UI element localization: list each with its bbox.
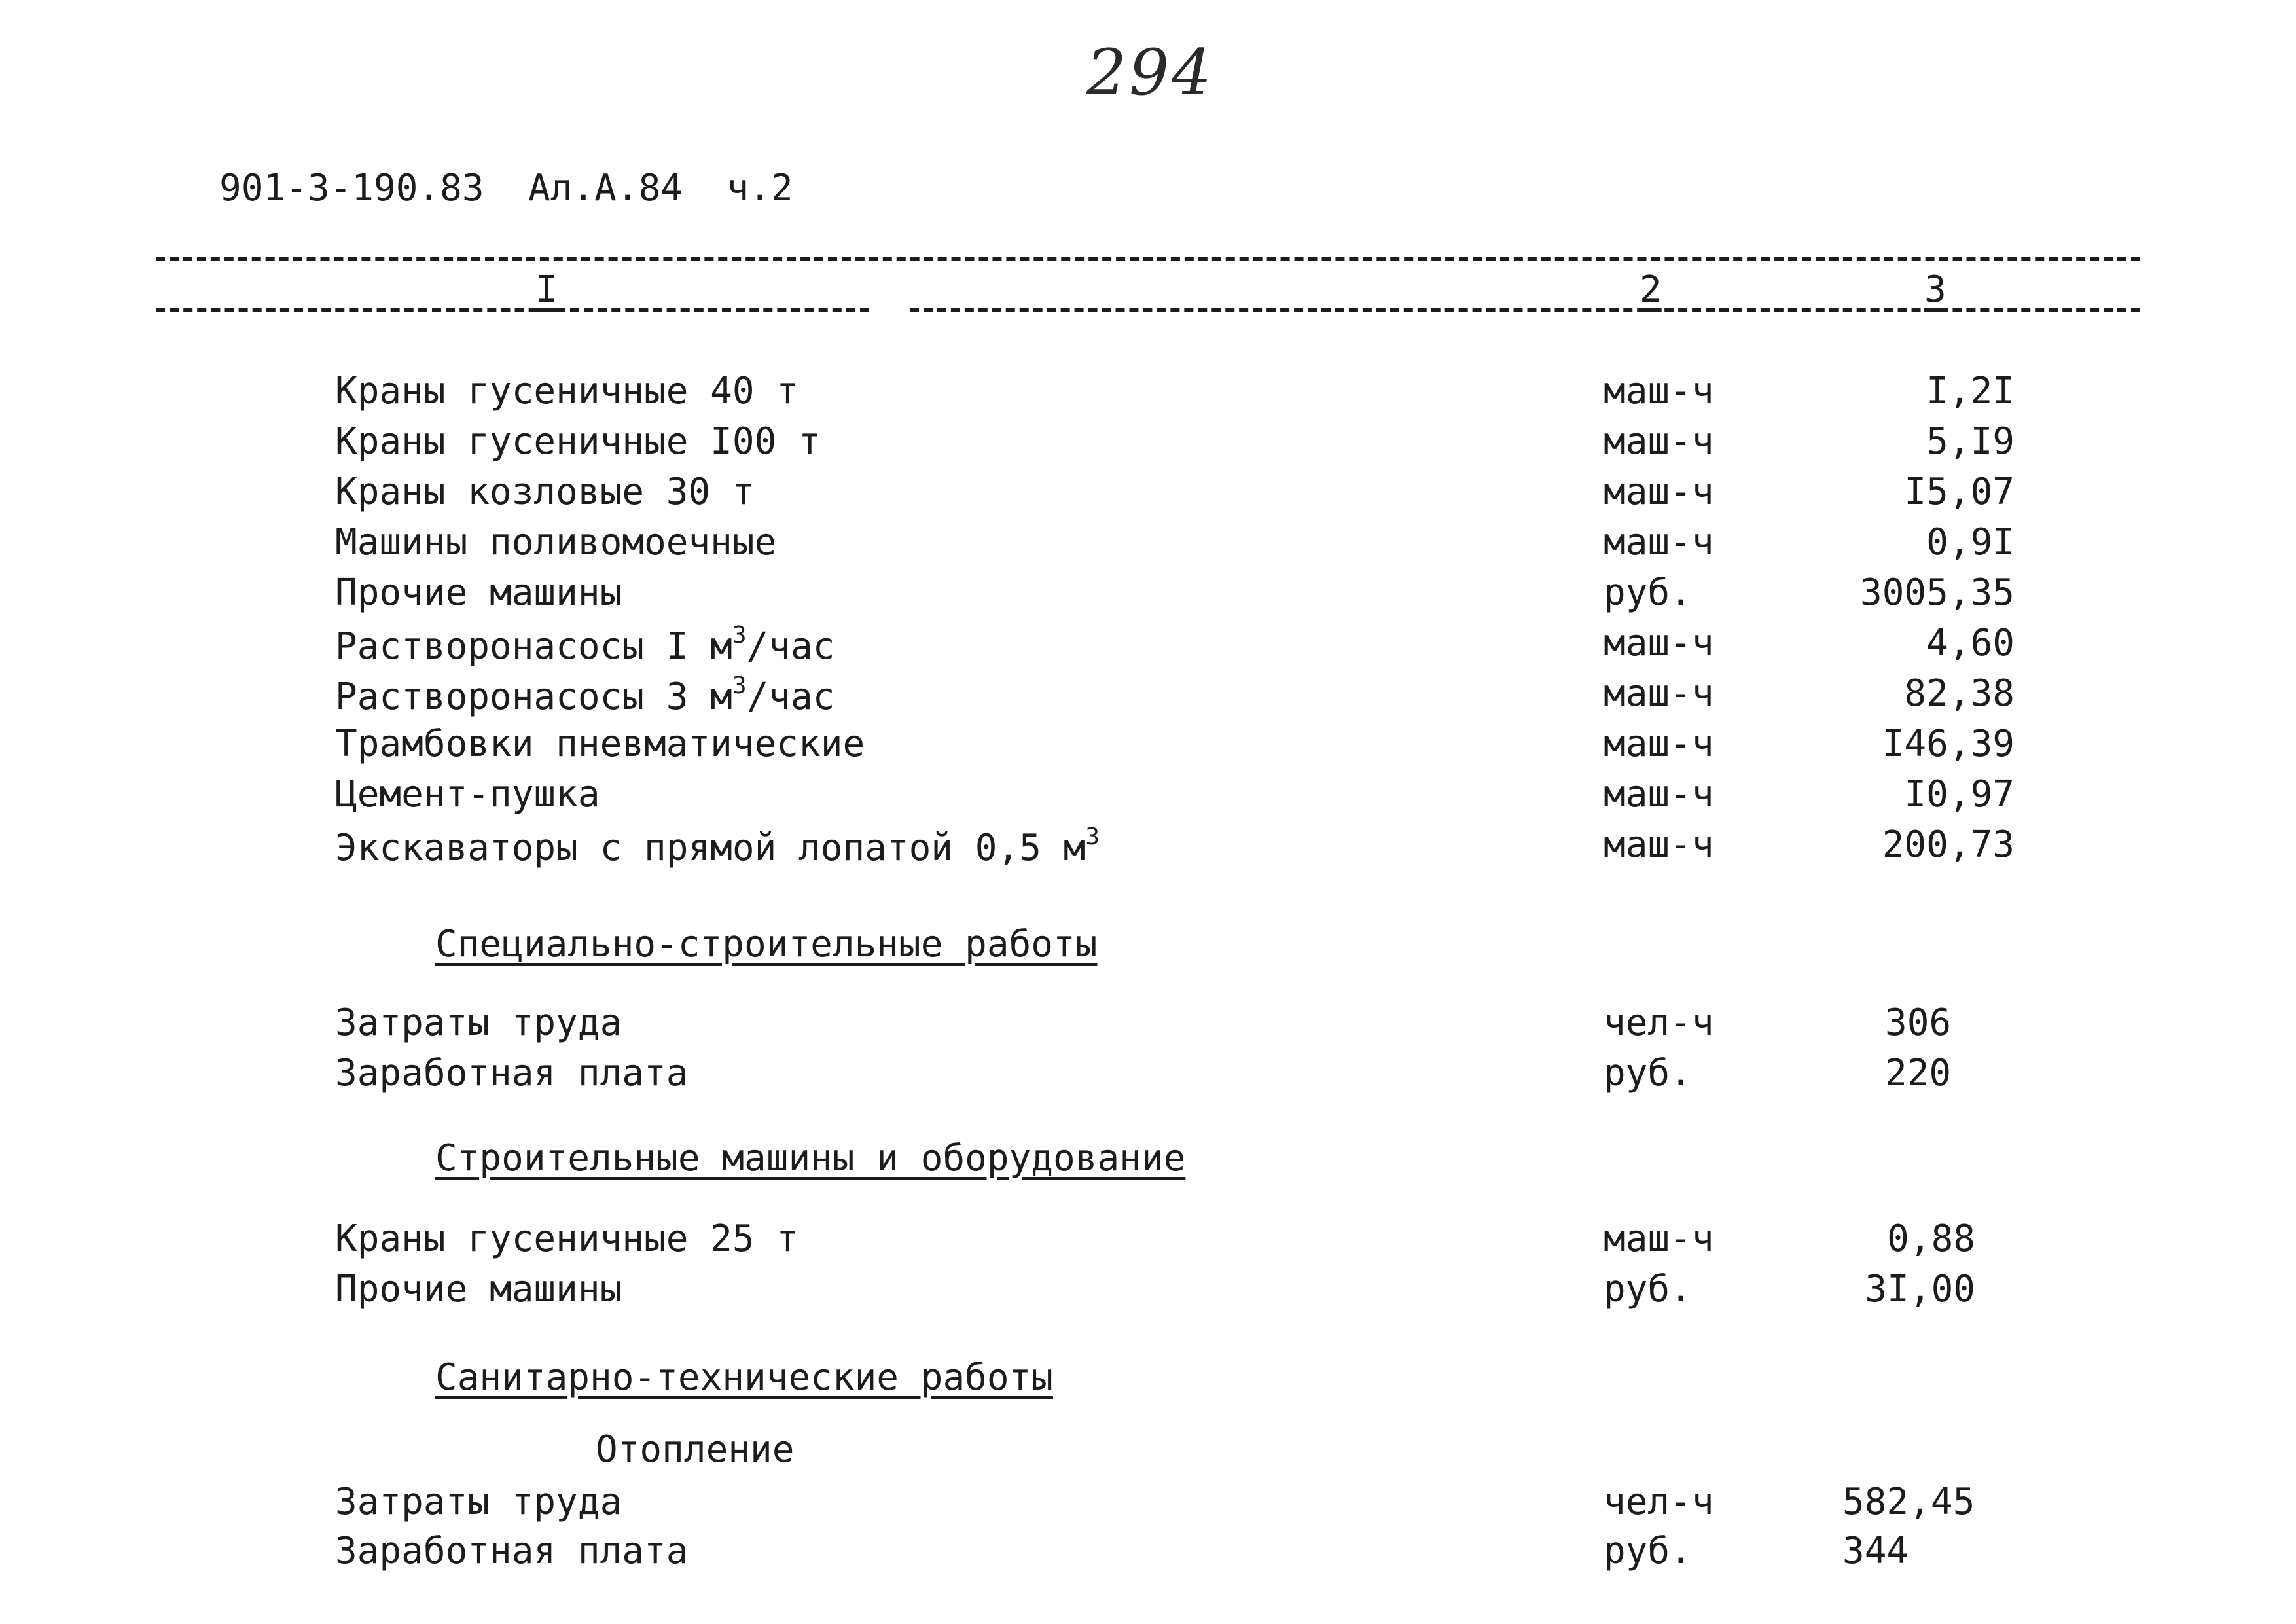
row-unit: маш-ч: [1604, 672, 1714, 715]
row-unit: руб.: [1604, 571, 1692, 614]
superscript: 3: [732, 672, 747, 699]
row-name: Трамбовки пневматические: [335, 723, 865, 765]
row-name: Заработная плата: [335, 1052, 689, 1094]
row-value: 220: [1885, 1052, 1952, 1094]
row-unit: чел-ч: [1604, 1481, 1714, 1523]
row-value: 344: [1842, 1530, 1909, 1572]
table-row: [0, 1218, 2296, 1269]
row-unit: маш-ч: [1604, 773, 1714, 816]
column-header-1: I: [535, 268, 558, 311]
row-name: Машины поливомоечные: [335, 521, 777, 564]
row-name: Краны козловые 30 т: [335, 471, 755, 513]
row-unit: маш-ч: [1604, 823, 1714, 866]
row-name: Прочие машины: [335, 1268, 622, 1310]
row-value: 0,88: [1887, 1218, 1975, 1260]
row-unit: маш-ч: [1604, 1218, 1714, 1260]
table-row: [0, 672, 2296, 723]
row-value: 82,38: [1904, 672, 2015, 715]
row-name-text: Растворонасосы 3 м: [335, 676, 732, 718]
row-name: Затраты труда: [335, 1001, 622, 1044]
row-unit: руб.: [1604, 1268, 1692, 1310]
row-value: I5,07: [1904, 471, 2015, 513]
row-name-text: Растворонасосы I м: [335, 625, 732, 668]
table-row: [0, 1001, 2296, 1053]
row-unit: маш-ч: [1604, 471, 1714, 513]
row-name: Краны гусеничные 25 т: [335, 1218, 799, 1260]
row-value: 0,9I: [1926, 521, 2015, 564]
table-header-dashed-rule-right: [910, 308, 2140, 312]
subsection-heading-heating: Отопление: [596, 1428, 795, 1471]
table-row: [0, 471, 2296, 522]
row-value: 306: [1885, 1001, 1952, 1044]
table-row: [0, 823, 2296, 875]
table-row: [0, 1530, 2296, 1581]
column-header-3: 3: [1924, 268, 1946, 311]
table-row: [0, 370, 2296, 421]
row-name: Цемент-пушка: [335, 773, 600, 816]
table-row: [0, 622, 2296, 673]
table-row: [0, 420, 2296, 471]
row-value: 3005,35: [1859, 571, 2015, 614]
row-value: 4,60: [1926, 622, 2015, 664]
row-name: [335, 672, 834, 718]
row-name: Краны гусеничные 40 т: [335, 370, 799, 412]
row-name: [335, 823, 1100, 869]
row-unit: маш-ч: [1604, 521, 1714, 564]
row-value: 5,I9: [1926, 420, 2015, 463]
row-value: 200,73: [1882, 823, 2015, 866]
row-name-suffix: /час: [746, 676, 835, 718]
table-row: [0, 571, 2296, 623]
row-value: 3I,00: [1865, 1268, 1975, 1310]
section-heading-special-works: Специально-строительные работы: [435, 923, 1098, 965]
row-name-suffix: /час: [746, 625, 835, 668]
row-unit: чел-ч: [1604, 1001, 1714, 1044]
row-value: I0,97: [1904, 773, 2015, 816]
table-header-dashed-rule-left: [156, 308, 869, 312]
table-row: [0, 723, 2296, 774]
row-unit: маш-ч: [1604, 622, 1714, 664]
table-row: [0, 1268, 2296, 1319]
table-row: [0, 1052, 2296, 1103]
row-value: 582,45: [1842, 1481, 1975, 1523]
row-name: Прочие машины: [335, 571, 622, 614]
superscript: 3: [1085, 823, 1100, 850]
table-row: [0, 521, 2296, 572]
row-unit: маш-ч: [1604, 370, 1714, 412]
table-top-dashed-rule: [156, 257, 2140, 261]
section-heading-construction-machines: Строительные машины и оборудование: [435, 1137, 1186, 1180]
table-row: [0, 1481, 2296, 1532]
section-heading-sanitary-works: Санитарно-технические работы: [435, 1356, 1054, 1399]
row-value: I,2I: [1926, 370, 2015, 412]
table-row: [0, 773, 2296, 824]
row-name: Затраты труда: [335, 1481, 622, 1523]
row-unit: маш-ч: [1604, 420, 1714, 463]
row-unit: руб.: [1604, 1052, 1692, 1094]
row-name: Заработная плата: [335, 1530, 689, 1572]
row-name: Краны гусеничные I00 т: [335, 420, 821, 463]
row-name: [335, 622, 834, 668]
row-value: I46,39: [1882, 723, 2015, 765]
row-unit: руб.: [1604, 1530, 1692, 1572]
row-unit: маш-ч: [1604, 723, 1714, 765]
row-name-text: Экскаваторы с прямой лопатой 0,5 м: [335, 827, 1086, 869]
column-header-2: 2: [1640, 268, 1662, 311]
page-number-handwritten: 294: [1086, 36, 1215, 109]
document-code: 901-3-190.83 Ал.А.84 ч.2: [219, 167, 793, 209]
superscript: 3: [732, 622, 747, 649]
